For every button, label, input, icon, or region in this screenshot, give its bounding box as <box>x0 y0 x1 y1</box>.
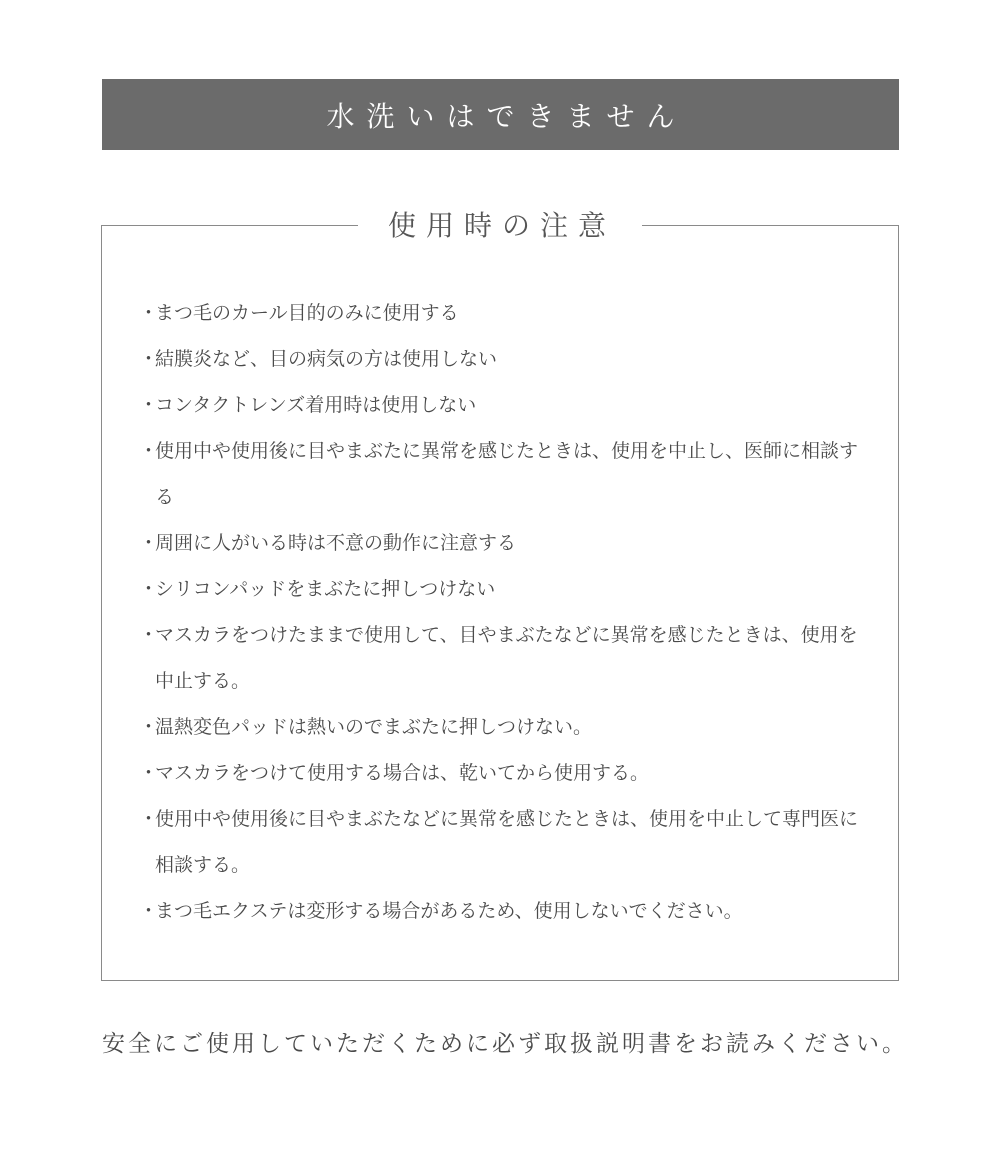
manual-reminder-text: 安全にご使用していただくために必ず取扱説明書をお読みください。 <box>102 1031 908 1057</box>
list-item-text: 使用中や使用後に目やまぶたに異常を感じたときは、使用を中止し、医師に相談する <box>155 440 859 508</box>
list-item-text: 温熱変色パッドは熱いのでまぶたに押しつけない。 <box>155 716 593 738</box>
list-item-text: 周囲に人がいる時は不意の動作に注意する <box>155 532 517 554</box>
bullet-mark: ・ <box>139 900 159 922</box>
list-item-text: まつ毛のカール目的のみに使用する <box>155 302 459 324</box>
usage-notice-list <box>139 290 874 934</box>
list-item <box>139 750 874 796</box>
list-item <box>139 428 874 520</box>
list-item <box>139 520 874 566</box>
bullet-mark: ・ <box>139 394 159 416</box>
usage-notice-box <box>101 209 899 981</box>
list-item <box>139 566 874 612</box>
bullet-mark: ・ <box>139 578 159 600</box>
bullet-mark: ・ <box>139 624 159 646</box>
list-item <box>139 336 874 382</box>
bullet-mark: ・ <box>139 532 159 554</box>
wash-warning-banner <box>102 79 899 150</box>
list-item-text: マスカラをつけたままで使用して、目やまぶたなどに異常を感じたときは、使用を中止する。 <box>155 624 858 692</box>
list-item <box>139 704 874 750</box>
list-item-text: 使用中や使用後に目やまぶたなどに異常を感じたときは、使用を中止して専門医に相談する。 <box>155 808 859 876</box>
list-item <box>139 796 874 888</box>
list-item <box>139 290 874 336</box>
list-item-text: マスカラをつけて使用する場合は、乾いてから使用する。 <box>155 762 650 784</box>
list-item <box>139 612 874 704</box>
list-item-text: コンタクトレンズ着用時は使用しない <box>155 394 477 416</box>
list-item-text: シリコンパッドをまぶたに押しつけない <box>155 578 496 600</box>
wash-warning-text: 水洗いはできません <box>326 99 687 133</box>
bullet-mark: ・ <box>139 762 159 784</box>
list-item <box>139 382 874 428</box>
bullet-mark: ・ <box>139 348 159 370</box>
bullet-mark: ・ <box>139 716 159 738</box>
list-item-text: 結膜炎など、目の病気の方は使用しない <box>155 348 498 370</box>
bullet-mark: ・ <box>139 302 159 324</box>
usage-notice-title: 使用時の注意 <box>358 206 642 246</box>
bullet-mark: ・ <box>139 808 159 830</box>
list-item-text: まつ毛エクステは変形する場合があるため、使用しないでください。 <box>155 900 743 922</box>
list-item <box>139 888 874 934</box>
bullet-mark: ・ <box>139 440 159 462</box>
